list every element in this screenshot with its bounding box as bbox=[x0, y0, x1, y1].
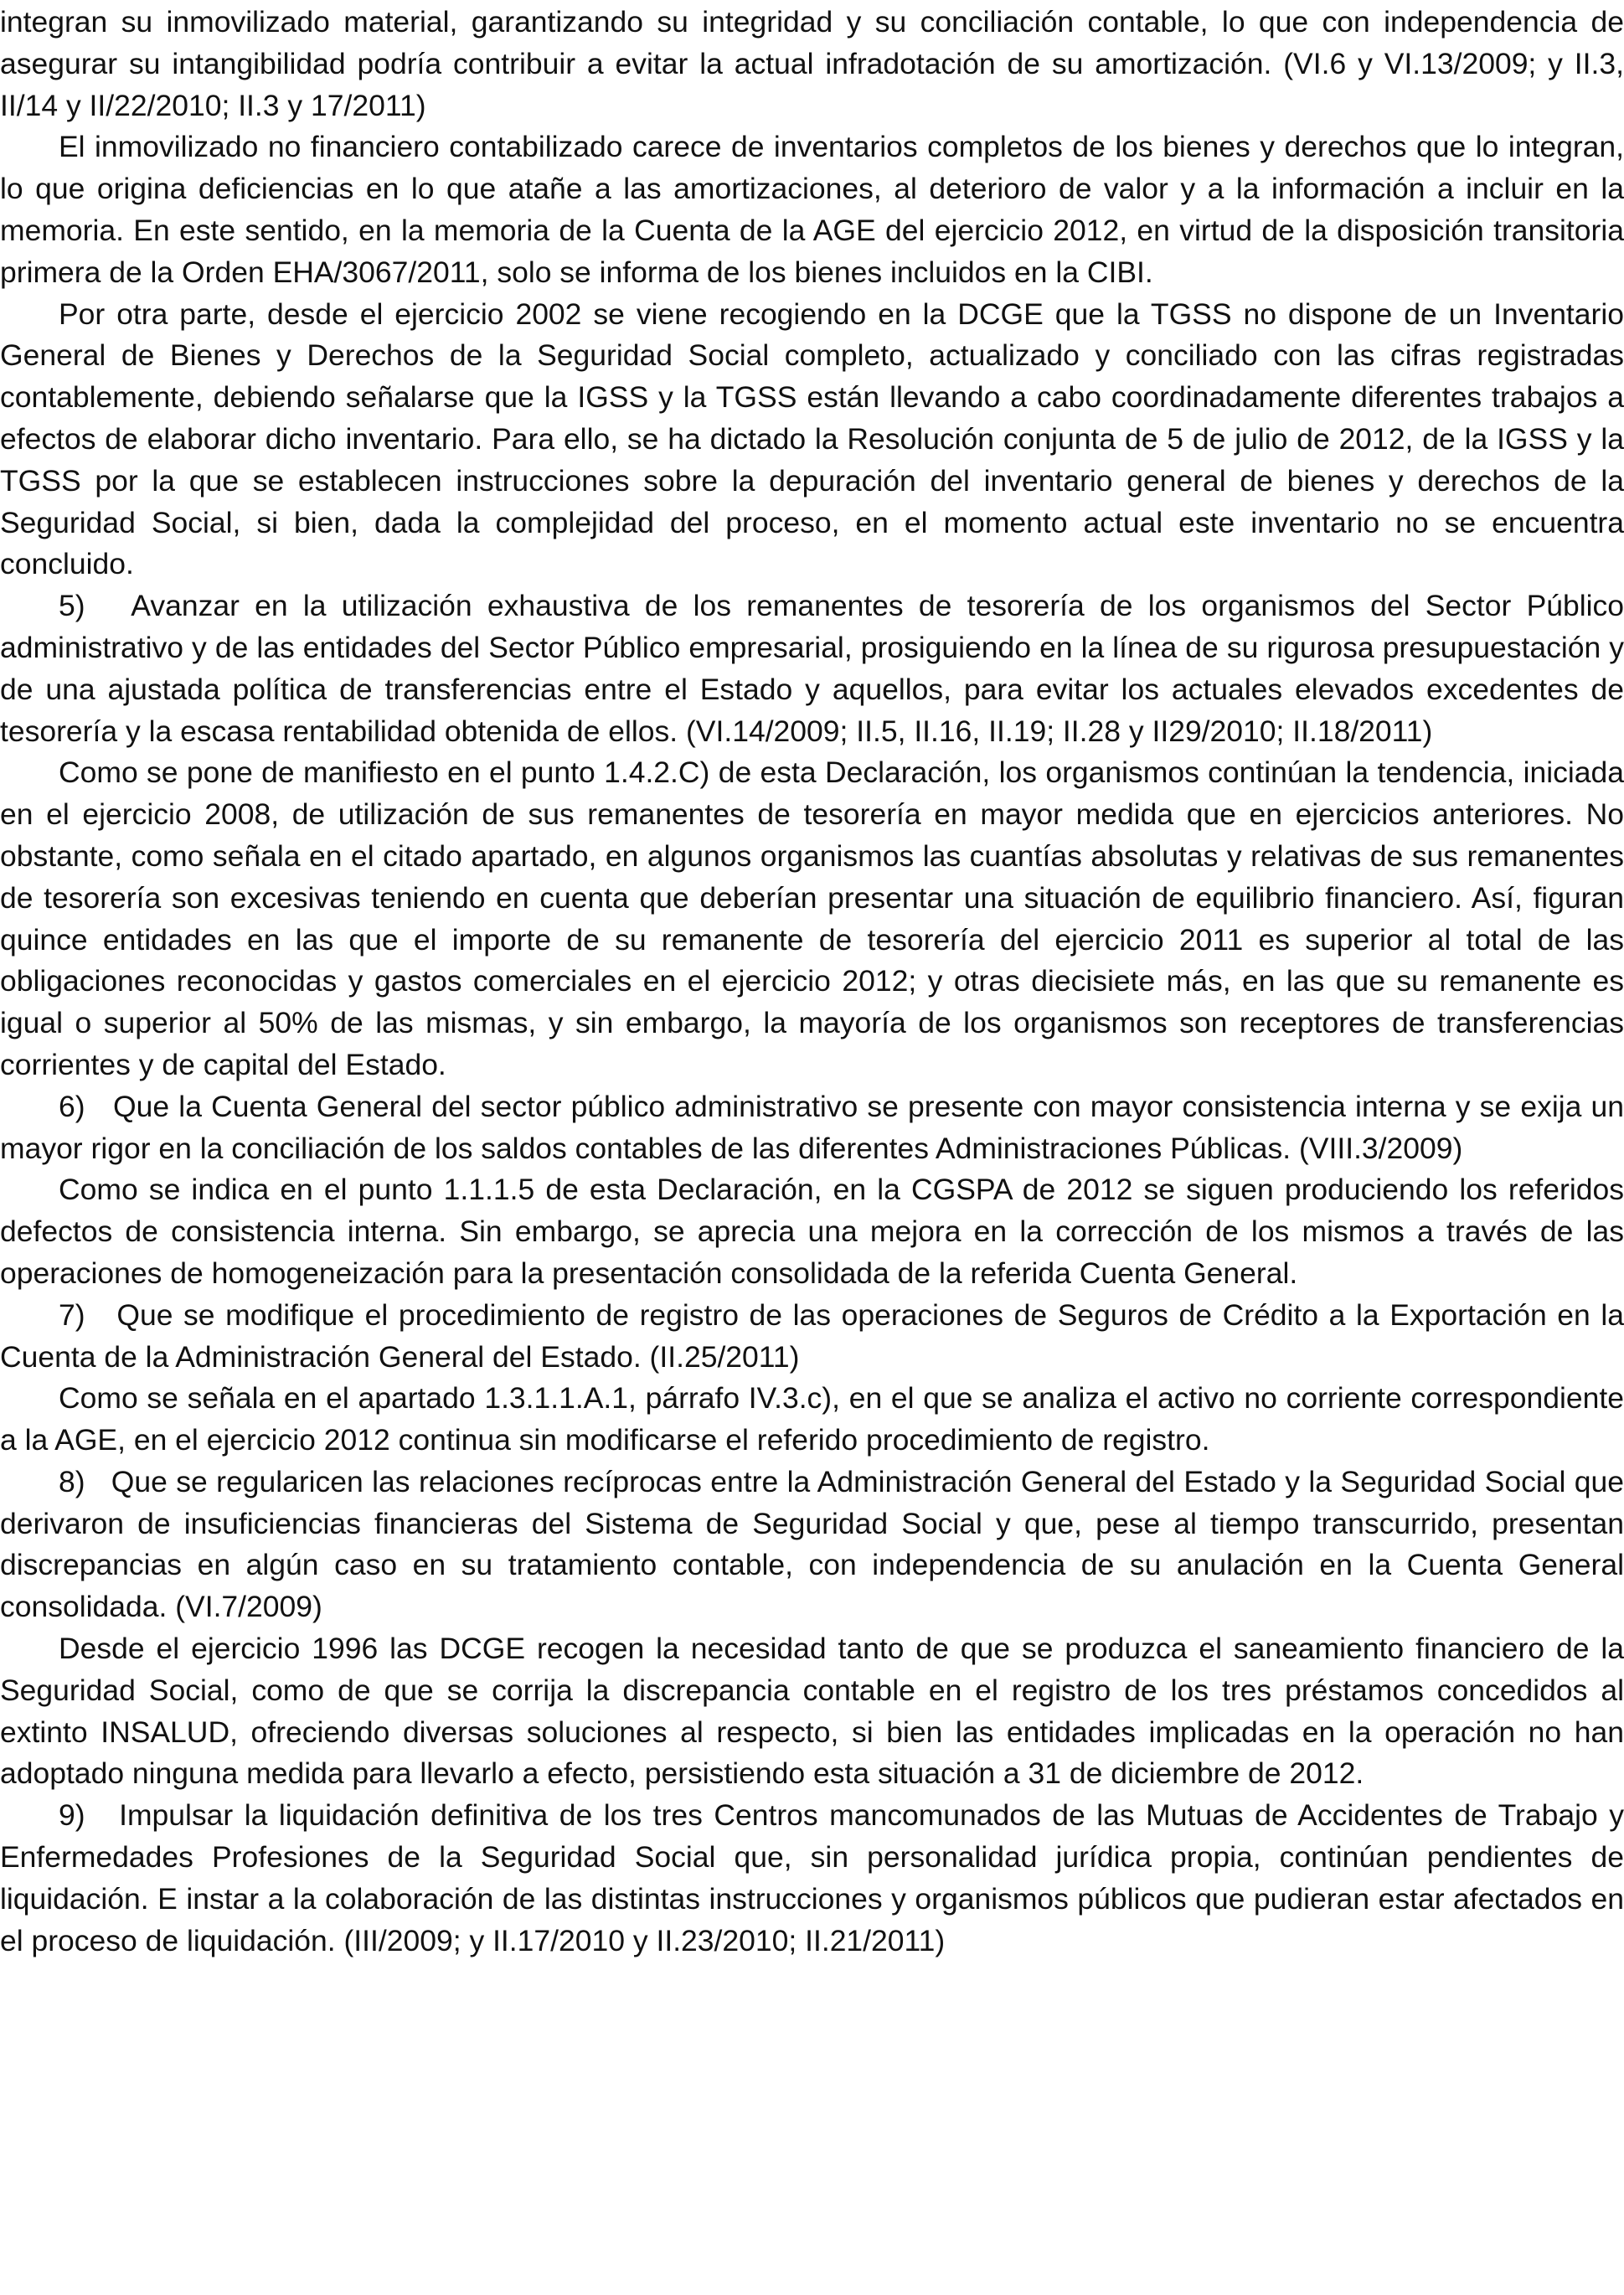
paragraph-inmovilizado: El inmovilizado no financiero contabilizado carece de inventarios completos de los bienes y derechos que lo integran, lo que origina deficiencias en lo que atañe a las amortizaciones, al deterioro de valor y a la información a incluir en la memoria. En este sentido, en la memoria de la Cuenta de la AGE del ejercicio 2012, en virtud de la disposición transitoria primera de la Orden EHA/3067/2011, solo se informa de los bienes incluidos en la CIBI. bbox=[0, 130, 1624, 289]
paragraph-consistencia: Como se indica en el punto 1.1.1.5 de esta Declaración, en la CGSPA de 2012 se siguen produciendo los referidos defectos de consistencia interna. Sin embargo, se aprecia una mejora en la corrección de los mismos a través de las operaciones de homogeneización para la presentación consolidada de la referida Cuenta General. bbox=[0, 1173, 1624, 1290]
document-page bbox=[0, 2, 1624, 1962]
recommendation-8: 8) Que se regularicen las relaciones recíprocas entre la Administración General del Estado y la Seguridad Social que derivaron de insuficiencias financieras del Sistema de Seguridad Social y que, pese al tiempo transcurrido, presentan discrepancias en algún caso en su tratamiento contable, con independencia de su anulación en la Cuenta General consolidada. (VI.7/2009) bbox=[0, 1464, 1624, 1624]
paragraph-inventario-tgss: Por otra parte, desde el ejercicio 2002 se viene recogiendo en la DCGE que la TGSS no dispone de un Inventario General de Bienes y Derechos de la Seguridad Social completo, actualizado y conciliado con las cifras registradas contablemente, debiendo señalarse que la IGSS y la TGSS están llevando a cabo coordinadamente diferentes trabajos a efectos de elaborar dicho inventario. Para ello, se ha dictado la Resolución conjunta de 5 de julio de 2012, de la IGSS y la TGSS por la que se establecen instrucciones sobre la depuración del inventario general de bienes y derechos de la Seguridad Social, si bien, dada la complejidad del proceso, en el momento actual este inventario no se encuentra concluido. bbox=[0, 297, 1624, 581]
recommendation-6: 6) Que la Cuenta General del sector público administrativo se presente con mayor consistencia interna y se exija un mayor rigor en la conciliación de los saldos contables de las diferentes Administraciones Públicas. (VIII.3/2009) bbox=[0, 1089, 1624, 1165]
recommendation-7: 7) Que se modifique el procedimiento de registro de las operaciones de Seguros de Crédito a la Exportación en la Cuenta de la Administración General del Estado. (II.25/2011) bbox=[0, 1297, 1624, 1374]
paragraph-insalud: Desde el ejercicio 1996 las DCGE recogen la necesidad tanto de que se produzca el saneamiento financiero de la Seguridad Social, como de que se corrija la discrepancia contable en el registro de los tres préstamos concedidos al extinto INSALUD, ofreciendo diversas soluciones al respecto, si bien las entidades implicadas en la operación no han adoptado ninguna medida para llevarlo a efecto, persistiendo esta situación a 31 de diciembre de 2012. bbox=[0, 1632, 1624, 1791]
recommendation-9: 9) Impulsar la liquidación definitiva de los tres Centros mancomunados de las Mutuas de Accidentes de Trabajo y Enfermedades Profesiones de la Seguridad Social que, sin personalidad jurídica propia, continúan pendientes de liquidación. E instar a la colaboración de las distintas instrucciones y organismos públicos que pudieran estar afectados en el proceso de liquidación. (III/2009; y II.17/2010 y II.23/2010; II.21/2011) bbox=[0, 1798, 1624, 1957]
recommendation-5: 5) Avanzar en la utilización exhaustiva de los remanentes de tesorería de los organismos del Sector Público administrativo y de las entidades del Sector Público empresarial, prosiguiendo en la línea de su rigurosa presupuestación y de una ajustada política de transferencias entre el Estado y aquellos, para evitar los actuales elevados excedentes de tesorería y la escasa rentabilidad obtenida de ellos. (VI.14/2009; II.5, II.16, II.19; II.28 y II29/2010; II.18/2011) bbox=[0, 589, 1624, 748]
paragraph-remanentes: Como se pone de manifiesto en el punto 1.4.2.C) de esta Declaración, los organismos continúan la tendencia, iniciada en el ejercicio 2008, de utilización de sus remanentes de tesorería en mayor medida que en ejercicios anteriores. No obstante, como señala en el citado apartado, en algunos organismos las cuantías absolutas y relativas de sus remanentes de tesorería son excesivas teniendo en cuenta que deberían presentar una situación de equilibrio financiero. Así, figuran quince entidades en las que el importe de su remanente de tesorería del ejercicio 2011 es superior al total de las obligaciones reconocidas y gastos comerciales en el ejercicio 2012; y otras diecisiete más, en las que su remanente es igual o superior al 50% de las mismas, y sin embargo, la mayoría de los organismos son receptores de transferencias corrientes y de capital del Estado. bbox=[0, 756, 1624, 1081]
paragraph-continuation: integran su inmovilizado material, garantizando su integridad y su conciliación contable, lo que con independencia de asegurar su intangibilidad podría contribuir a evitar la actual infradotación de su amortización. (VI.6 y VI.13/2009; y II.3, II/14 y II/22/2010; II.3 y 17/2011) bbox=[0, 5, 1624, 122]
paragraph-seguros-credito: Como se señala en el apartado 1.3.1.1.A.1, párrafo IV.3.c), en el que se analiza el activo no corriente correspondiente a la AGE, en el ejercicio 2012 continua sin modificarse el referido procedimiento de registro. bbox=[0, 1381, 1624, 1457]
